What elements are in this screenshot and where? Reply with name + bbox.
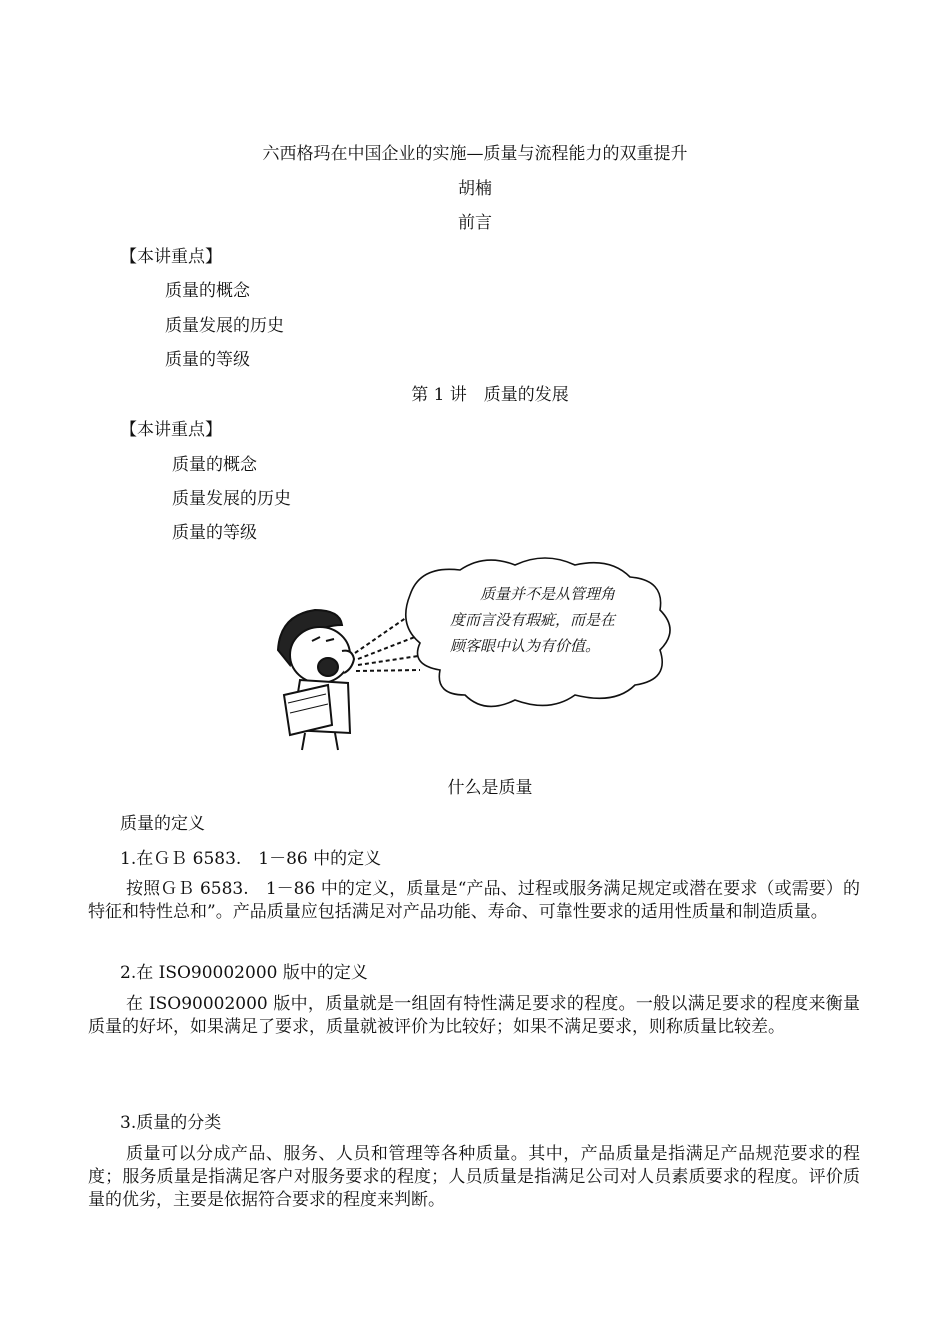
subsection-body-2: 在 ISO90002000 版中，质量就是一组固有特性满足要求的程度。一般以满足要求的程度来衡量质量的好坏，如果满足了要求，质量就被评价为比较好；如果不满足要求，则称质量比较差。 bbox=[88, 994, 860, 1037]
lecture-focus-label: 【本讲重点】 bbox=[120, 420, 222, 440]
document-title: 六西格玛在中国企业的实施—质量与流程能力的双重提升 bbox=[262, 144, 688, 164]
preface-focus-item: 质量的概念 bbox=[165, 281, 250, 301]
definition-label: 质量的定义 bbox=[120, 814, 205, 834]
lecture-focus-item: 质量的等级 bbox=[172, 523, 257, 543]
lecture-heading: 第 1 讲 质量的发展 bbox=[411, 385, 569, 405]
preface-heading: 前言 bbox=[458, 213, 492, 233]
subsection-body-3: 质量可以分成产品、服务、人员和管理等各种质量。其中，产品质量是指满足产品规范要求的程度；服务质量是指满足客户对服务要求的程度；人员质量是指满足公司对人员素质要求的程度。评价质量的优劣，主要是依据符合要求的程度来判断。 bbox=[88, 1144, 860, 1210]
speech-cloud bbox=[406, 558, 670, 706]
bubble-line: 度而言没有瑕疵，而是在 bbox=[450, 611, 616, 629]
subsection-body-1: 按照ＧＢ 6583. 1－86 中的定义，质量是“产品、过程或服务满足规定或潜在要求（或需要）的特征和特性总和”。产品质量应包括满足对产品功能、寿命、可靠性要求的适用性质量和制造质量。 bbox=[88, 879, 860, 922]
quality-cartoon-illustration bbox=[270, 555, 710, 755]
author-name: 胡楠 bbox=[458, 179, 492, 199]
subsection-title-1: 1.在ＧＢ 6583. 1－86 中的定义 bbox=[120, 849, 382, 869]
subsection-title-2: 2.在 ISO90002000 版中的定义 bbox=[120, 963, 368, 983]
preface-focus-item: 质量的等级 bbox=[165, 350, 250, 370]
bubble-line: 质量并不是从管理角 bbox=[480, 585, 616, 603]
preface-focus-item: 质量发展的历史 bbox=[165, 316, 284, 336]
preface-focus-label: 【本讲重点】 bbox=[120, 247, 222, 267]
subsection-title-3: 3.质量的分类 bbox=[120, 1113, 222, 1133]
bubble-line: 顾客眼中认为有价值。 bbox=[450, 637, 601, 655]
shouting-man-figure bbox=[278, 610, 354, 750]
section-heading: 什么是质量 bbox=[447, 778, 533, 798]
lecture-focus-item: 质量的概念 bbox=[172, 455, 257, 475]
lecture-focus-item: 质量发展的历史 bbox=[172, 489, 291, 509]
